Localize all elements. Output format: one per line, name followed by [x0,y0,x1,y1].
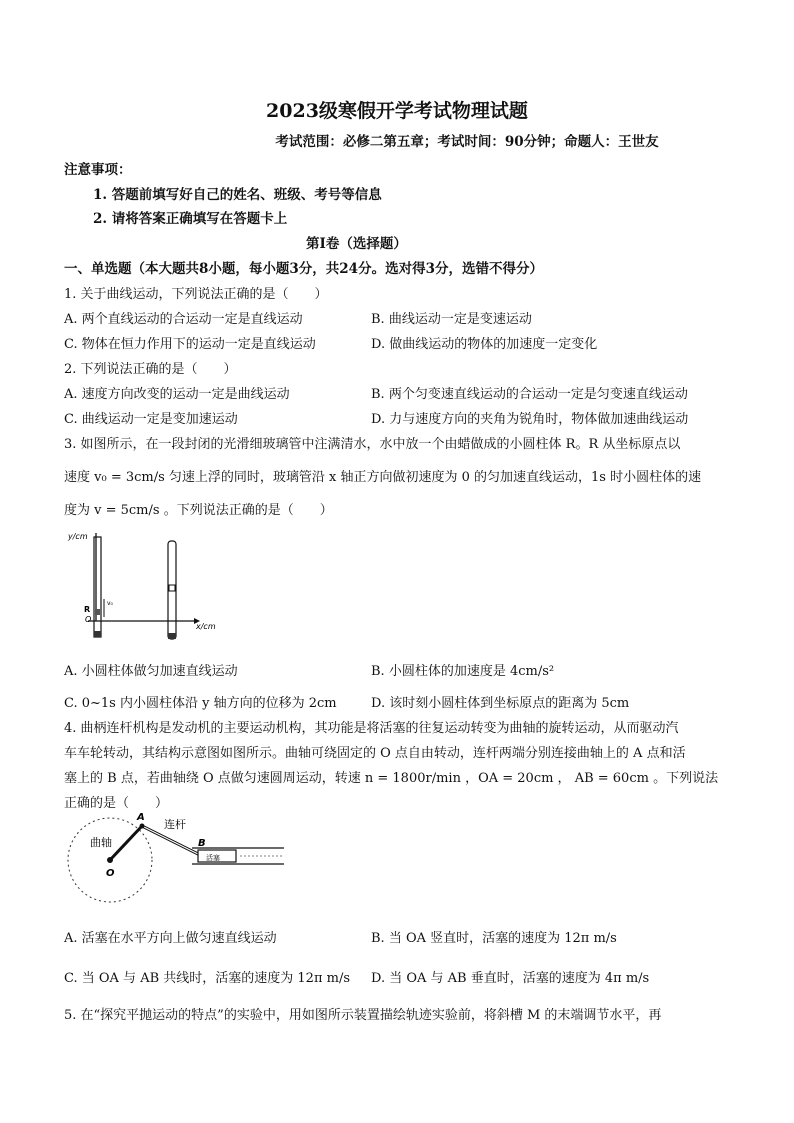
q1-option-d: D. 做曲线运动的物体的加速度一定变化 [371,337,598,352]
q4-option-d: D. 当 OA 与 AB 垂直时，活塞的速度为 4π m/s [371,971,650,986]
section-heading: 一、单选题（本大题共8小题，每小题3分，共24分。选对得3分，选错不得分） [64,261,543,277]
q2-option-d: D. 力与速度方向的夹角为锐角时，物体做加速曲线运动 [371,412,689,427]
point-o-label: O [106,868,115,879]
notice-item-2: 2. 请将答案正确填写在答题卡上 [93,211,288,227]
pivot-o [107,857,113,863]
q3-option-a: A. 小圆柱体做匀加速直线运动 [64,664,238,679]
y-axis-label: y/cm [68,532,88,541]
q3-option-b: B. 小圆柱体的加速度是 4cm/s² [371,664,555,679]
q3-line-1: 3. 如图所示，在一段封闭的光滑细玻璃管中注满清水，水中放一个由蜡做成的小圆柱体 R。R 从坐标原点以 [64,437,681,452]
r-label: R [84,605,91,614]
q1-option-b: B. 曲线运动一定是变速运动 [371,312,532,327]
q1-option-a: A. 两个直线运动的合运动一定是直线运动 [64,312,303,327]
glass-tube-left [94,537,101,637]
q2-option-a: A. 速度方向改变的运动一定是曲线运动 [64,387,290,402]
joint-a [140,824,145,829]
point-b-label: B [198,838,206,849]
x-axis-label: x/cm [196,622,216,631]
origin-label: O [85,615,92,624]
piston-label: 活塞 [206,854,220,862]
q4-line-3: 塞上的 B 点，若曲轴绕 O 点做匀速圆周运动，转速 n = 1800r/min ，OA = 20cm ， AB = 60cm 。下列说法 [64,771,719,786]
notice-item-1: 1. 答题前填写好自己的姓名、班级、考号等信息 [93,187,382,203]
q4-line-1: 4. 曲柄连杆机构是发动机的主要运动机构，其功能是将活塞的往复运动转变为曲轴的旋转运动，从而驱动汽 [64,721,679,736]
page-title: 2023级寒假开学考试物理试题 [266,100,528,122]
crank-arm [110,826,142,860]
q4-line-4: 正确的是（ ） [64,796,169,811]
q4-option-c: C. 当 OA 与 AB 共线时，活塞的速度为 12π m/s [64,971,350,986]
tube-stopper-left [94,631,101,637]
rod-label: 连杆 [164,818,186,831]
q1-stem: 1. 关于曲线运动，下列说法正确的是（ ） [64,287,328,302]
wax-cylinder-moved [169,585,175,591]
tube-stopper-right [168,633,176,639]
q3-figure [64,525,224,643]
point-a-label: A [137,812,145,823]
q3-line-2: 速度 v₀ = 3cm/s 匀速上浮的同时，玻璃管沿 x 轴正方向做初速度为 0 的匀加速直线运动，1s 时小圆柱体的速 [64,470,702,485]
v0-label: v₀ [107,600,113,607]
part-title: 第Ⅰ卷（选择题） [306,236,407,252]
q3-line-3: 度为 v = 5cm/s 。下列说法正确的是（ ） [64,503,333,518]
q5-line-1: 5. 在“探究平抛运动的特点”的实验中，用如图所示装置描绘轨迹实验前，将斜槽 M 的末端调节水平，再 [64,1008,662,1023]
q3-option-c: C. 0~1s 内小圆柱体沿 y 轴方向的位移为 2cm [64,696,337,711]
wax-cylinder-r [95,609,100,615]
q4-option-b: B. 当 OA 竖直时，活塞的速度为 12π m/s [371,931,617,946]
q2-stem: 2. 下列说法正确的是（ ） [64,362,237,377]
q1-option-c: C. 物体在恒力作用下的运动一定是直线运动 [64,337,316,352]
q3-option-d: D. 该时刻小圆柱体到坐标原点的距离为 5cm [371,696,630,711]
q2-option-b: B. 两个匀变速直线运动的合运动一定是匀变速直线运动 [371,387,688,402]
notice-heading: 注意事项： [64,162,132,178]
crank-label: 曲轴 [90,836,112,849]
q2-option-c: C. 曲线运动一定是变加速运动 [64,412,238,427]
exam-info: 考试范围：必修二第五章；考试时间：90分钟；命题人：王世友 [275,134,659,150]
q4-option-a: A. 活塞在水平方向上做匀速直线运动 [64,931,277,946]
q4-line-2: 车车轮转动，其结构示意图如图所示。曲轴可绕固定的 O 点自由转动，连杆两端分别连接曲轴上的 A 点和活 [64,746,686,761]
q4-figure [64,810,294,910]
